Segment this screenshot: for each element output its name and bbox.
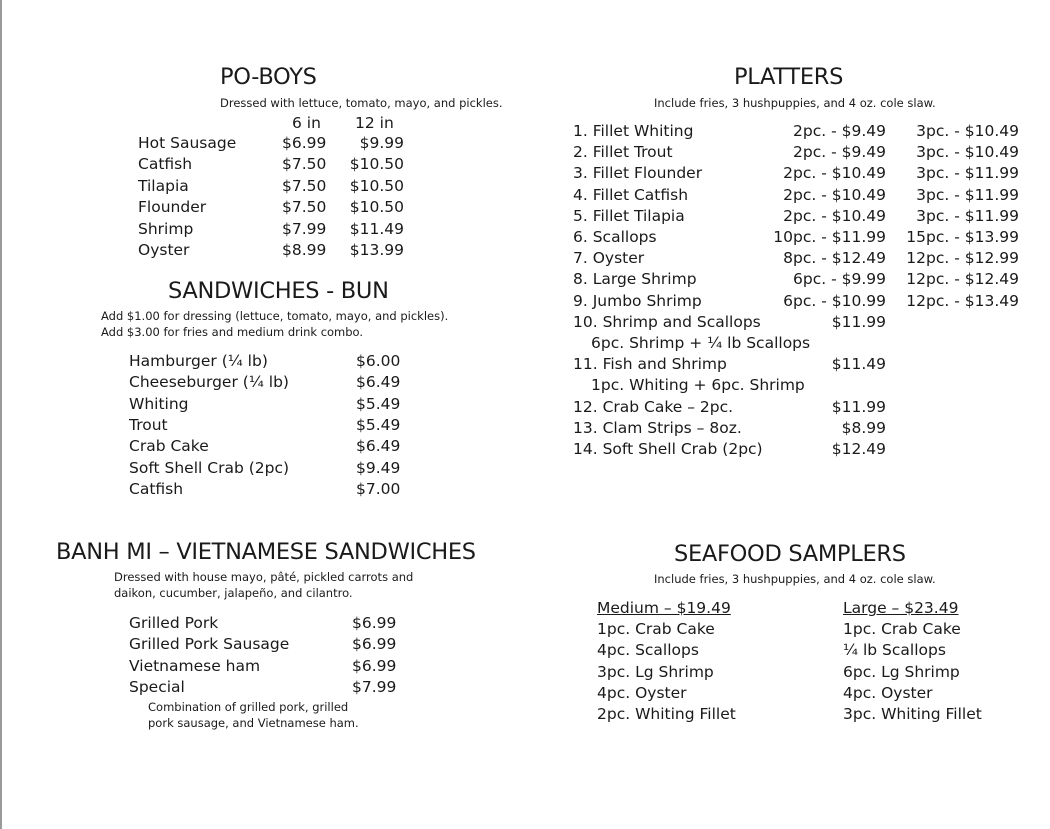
platter-price-small: 2pc. - $10.49 (783, 164, 886, 183)
special-note: pork sausage, and Vietnamese ham. (148, 716, 359, 730)
poboy-price-6in: $8.99 (282, 241, 327, 259)
platter-price-small: 2pc. - $9.49 (793, 122, 886, 140)
banhmi-name: Grilled Pork (129, 614, 219, 632)
sampler-large-item: 4pc. Oyster (843, 683, 933, 702)
sampler-large-item: 1pc. Crab Cake (843, 620, 961, 638)
banhmi-title: BANH MI – VIETNAMESE SANDWICHES (56, 539, 476, 565)
platter-price-small: $8.99 (841, 418, 886, 437)
sandwich-price: $6.00 (356, 352, 401, 370)
platter-price-large: 3pc. - $11.99 (916, 164, 1019, 183)
sampler-large-item: 6pc. Lg Shrimp (843, 662, 960, 681)
sampler-medium-item: 3pc. Lg Shrimp (597, 662, 714, 681)
platter-price-large: 12pc. - $12.49 (906, 270, 1019, 289)
poboy-price-6in: $7.50 (282, 198, 327, 217)
banhmi-name: Special (129, 677, 185, 696)
platter-price-small: 6pc. - $10.99 (783, 291, 886, 310)
platter-price-small: 10pc. - $11.99 (773, 228, 886, 246)
banhmi-note: Dressed with house mayo, pâté, pickled carrots and (114, 570, 414, 584)
platter-name: 4. Fillet Catfish (573, 185, 689, 204)
sandwiches-note: Add $3.00 for fries and medium drink combo. (101, 325, 364, 339)
banhmi-price: $6.99 (352, 656, 397, 675)
banhmi-note: daikon, cucumber, jalapeño, and cilantro. (114, 586, 353, 600)
banhmi-price: $6.99 (352, 635, 397, 654)
sampler-medium-label: Medium – $19.49 (597, 599, 731, 617)
poboy-price-6in: $6.99 (282, 134, 327, 152)
platter-price-large: 12pc. - $12.99 (906, 249, 1019, 268)
poboy-name: Catfish (138, 155, 193, 174)
sandwich-price: $5.49 (356, 415, 401, 434)
sampler-medium-item: 4pc. Scallops (597, 641, 699, 660)
sandwich-price: $5.49 (356, 394, 401, 413)
platter-name: 7. Oyster (573, 249, 645, 268)
samplers-title: SEAFOOD SAMPLERS (674, 541, 906, 567)
platter-price-small: 6pc. - $9.99 (793, 270, 886, 289)
platter-name: 14. Soft Shell Crab (2pc) (573, 440, 763, 458)
samplers-subtitle: Include fries, 3 hushpuppies, and 4 oz. cole slaw. (654, 572, 936, 586)
platter-price-large: 3pc. - $11.99 (916, 185, 1019, 204)
sandwich-price: $9.49 (356, 458, 401, 477)
sampler-medium-item: 1pc. Crab Cake (597, 620, 715, 638)
sandwich-name: Whiting (129, 394, 189, 413)
platter-name: 3. Fillet Flounder (573, 164, 703, 183)
platter-name: 5. Fillet Tilapia (573, 206, 685, 225)
poboy-price-12in: $10.50 (349, 155, 404, 174)
platters-subtitle: Include fries, 3 hushpuppies, and 4 oz. cole slaw. (654, 96, 936, 110)
platter-name: 6. Scallops (573, 228, 657, 246)
special-note: Combination of grilled pork, grilled (148, 700, 349, 714)
sampler-medium-item: 4pc. Oyster (597, 683, 687, 702)
poboy-price-12in: $11.49 (349, 219, 404, 238)
poboy-price-6in: $7.50 (282, 155, 327, 174)
platter-name: 1. Fillet Whiting (573, 122, 694, 140)
poboy-price-6in: $7.99 (282, 219, 327, 238)
banhmi-name: Vietnamese ham (129, 656, 261, 675)
sandwich-price: $6.49 (356, 373, 401, 392)
platter-name: 2. Fillet Trout (573, 143, 673, 162)
poboy-name: Oyster (138, 241, 190, 259)
platter-price-small: 2pc. - $10.49 (783, 206, 886, 225)
sandwiches-title: SANDWICHES - BUN (168, 278, 389, 304)
sandwich-name: Catfish (129, 479, 184, 498)
poboy-name: Shrimp (138, 219, 194, 238)
sampler-large-label: Large – $23.49 (843, 599, 959, 617)
sampler-large-item: 3pc. Whiting Fillet (843, 705, 982, 724)
platter-price-large: 12pc. - $13.49 (906, 291, 1019, 310)
platter-name: 9. Jumbo Shrimp (573, 291, 702, 310)
size-header-12in: 12 in (355, 114, 394, 132)
poboy-price-12in: $10.50 (349, 198, 404, 217)
poboy-price-6in: $7.50 (282, 176, 327, 195)
platter-price-small: 8pc. - $12.49 (783, 249, 886, 268)
platter-price-small: $11.49 (831, 355, 886, 374)
platter-price-large: 3pc. - $11.99 (916, 206, 1019, 225)
poboy-name: Tilapia (138, 176, 189, 195)
platter-name: 12. Crab Cake – 2pc. (573, 397, 734, 416)
poboy-price-12in: $10.50 (349, 176, 404, 195)
sampler-medium-item: 2pc. Whiting Fillet (597, 705, 736, 724)
size-header-6in: 6 in (292, 114, 321, 132)
sandwich-name: Soft Shell Crab (2pc) (129, 458, 290, 477)
sandwiches-note: Add $1.00 for dressing (lettuce, tomato, mayo, and pickles). (101, 309, 449, 323)
poboy-name: Flounder (138, 198, 207, 217)
platter-detail: 1pc. Whiting + 6pc. Shrimp (591, 376, 805, 395)
platter-price-small: $12.49 (831, 440, 886, 458)
sandwich-name: Cheeseburger (¼ lb) (129, 373, 289, 392)
sandwich-name: Crab Cake (129, 437, 209, 456)
banhmi-name: Grilled Pork Sausage (129, 635, 290, 654)
platter-price-small: 2pc. - $9.49 (793, 143, 886, 162)
banhmi-price: $7.99 (352, 677, 397, 696)
platter-name: 13. Clam Strips – 8oz. (573, 418, 742, 437)
banhmi-price: $6.99 (352, 614, 397, 632)
platter-name: 11. Fish and Shrimp (573, 355, 727, 374)
platter-price-large: 3pc. - $10.49 (916, 143, 1019, 162)
platter-name: 10. Shrimp and Scallops (573, 312, 761, 331)
platter-price-large: 15pc. - $13.99 (906, 228, 1019, 246)
platters-title: PLATTERS (734, 64, 844, 90)
poboys-title: PO-BOYS (220, 64, 317, 90)
sandwich-price: $6.49 (356, 437, 401, 456)
poboy-name: Hot Sausage (138, 134, 237, 152)
platter-detail: 6pc. Shrimp + ¼ lb Scallops (591, 334, 811, 352)
platter-price-large: 3pc. - $10.49 (916, 122, 1019, 140)
platter-price-small: $11.99 (831, 397, 886, 416)
poboys-subtitle: Dressed with lettuce, tomato, mayo, and pickles. (220, 96, 503, 110)
poboy-price-12in: $13.99 (349, 241, 404, 259)
platter-price-small: 2pc. - $10.49 (783, 185, 886, 204)
sandwich-price: $7.00 (356, 479, 401, 498)
sandwich-name: Trout (129, 415, 168, 434)
poboy-price-12in: $9.99 (359, 134, 404, 152)
platter-name: 8. Large Shrimp (573, 270, 697, 289)
platter-price-small: $11.99 (831, 312, 886, 331)
sampler-large-item: ¼ lb Scallops (843, 641, 946, 660)
page-edge (0, 0, 2, 829)
sandwich-name: Hamburger (¼ lb) (129, 352, 268, 370)
